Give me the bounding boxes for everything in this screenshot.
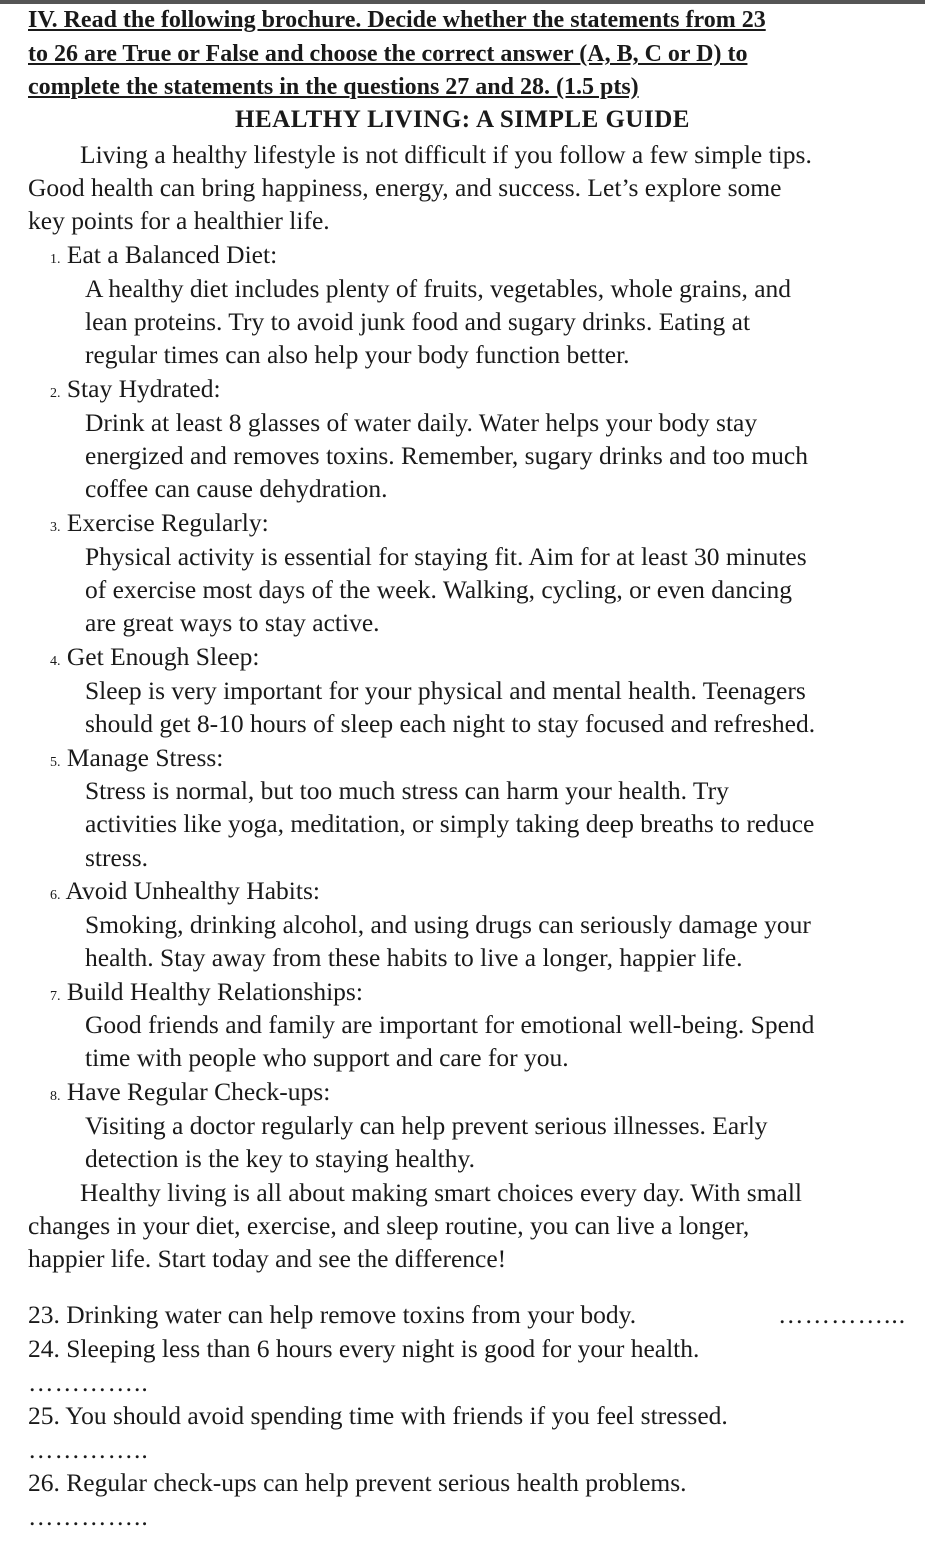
intro-line: Good health can bring happiness, energy, and success. Let’s explore some [28, 173, 782, 202]
section-title: Avoid Unhealthy Habits: [65, 876, 320, 905]
section-text: should get 8-10 hours of sleep each night to stay focused and refreshed. [85, 709, 816, 738]
section-text: Smoking, drinking alcohol, and using drugs can seriously damage your [85, 910, 811, 939]
instructions-line-1: IV. Read the following brochure. Decide whether the statements from 23 [28, 7, 766, 33]
section-text: A healthy diet includes plenty of fruits, vegetables, whole grains, and [85, 274, 792, 303]
section-title: Build Healthy Relationships: [66, 977, 363, 1006]
section-title: Manage Stress: [66, 743, 224, 772]
section-title: Stay Hydrated: [66, 374, 221, 403]
answer-blank-23[interactable]: …………... [778, 1300, 907, 1329]
section-text: Sleep is very important for your physical and mental health. Teenagers [85, 676, 806, 705]
question-26: 26. Regular check-ups can help prevent serious health problems. [28, 1468, 687, 1497]
section-text: detection is the key to staying healthy. [85, 1144, 475, 1173]
section-heading [50, 641, 260, 678]
section-heading [50, 976, 363, 1013]
answer-blank-24[interactable]: ………….. [28, 1368, 149, 1397]
section-text: coffee can cause dehydration. [85, 474, 388, 503]
conclusion-line: Healthy living is all about making smart choices every day. With small [80, 1178, 803, 1207]
intro-line: Living a healthy lifestyle is not difficult if you follow a few simple tips. [80, 140, 812, 169]
instructions-line-2: to 26 are True or False and choose the correct answer (A, B, C or D) to [28, 41, 748, 67]
section-text: Physical activity is essential for staying fit. Aim for at least 30 minutes [85, 542, 807, 571]
section-heading [50, 742, 223, 779]
section-heading [50, 875, 320, 912]
conclusion-line: changes in your diet, exercise, and sleep routine, you can live a longer, [28, 1211, 750, 1240]
section-text: of exercise most days of the week. Walking, cycling, or even dancing [85, 575, 793, 604]
section-text: activities like yoga, meditation, or simply taking deep breaths to reduce [85, 809, 815, 838]
intro-line: key points for a healthier life. [28, 206, 330, 235]
section-title: Eat a Balanced Diet: [66, 240, 278, 269]
section-heading [50, 507, 269, 544]
section-heading [50, 1076, 330, 1113]
section-number: 3. [50, 520, 61, 535]
section-title: Exercise Regularly: [66, 508, 269, 537]
section-text: health. Stay away from these habits to live a longer, happier life. [85, 943, 743, 972]
section-text: Good friends and family are important for emotional well-being. Spend [85, 1010, 815, 1039]
section-number: 2. [50, 386, 61, 401]
section-text: Drink at least 8 glasses of water daily. Water helps your body stay [85, 408, 758, 437]
section-number: 8. [50, 1089, 61, 1104]
question-23: 23. Drinking water can help remove toxins from your body. [28, 1300, 637, 1329]
conclusion-line: happier life. Start today and see the difference! [28, 1244, 507, 1273]
section-text: energized and removes toxins. Remember, sugary drinks and too much [85, 441, 808, 470]
section-text: Stress is normal, but too much stress can harm your health. Try [85, 776, 729, 805]
answer-blank-26[interactable]: ………….. [28, 1502, 149, 1531]
question-24: 24. Sleeping less than 6 hours every night is good for your health. [28, 1334, 700, 1363]
answer-blank-25[interactable]: ………….. [28, 1435, 149, 1464]
section-number: 4. [50, 654, 61, 669]
section-text: Visiting a doctor regularly can help prevent serious illnesses. Early [85, 1111, 768, 1140]
section-text: regular times can also help your body function better. [85, 340, 630, 369]
section-number: 5. [50, 755, 61, 770]
section-title: Get Enough Sleep: [66, 642, 260, 671]
section-text: time with people who support and care for you. [85, 1043, 569, 1072]
instructions-line-3: complete the statements in the questions 27 and 28. (1.5 pts) [28, 74, 639, 100]
section-title: Have Regular Check-ups: [66, 1077, 331, 1106]
section-number: 7. [50, 989, 61, 1004]
section-text: lean proteins. Try to avoid junk food and sugary drinks. Eating at [85, 307, 751, 336]
section-text: stress. [85, 843, 149, 872]
section-number: 1. [50, 252, 61, 267]
brochure-title: HEALTHY LIVING: A SIMPLE GUIDE [235, 106, 690, 133]
section-text: are great ways to stay active. [85, 608, 380, 637]
section-heading [50, 373, 221, 410]
section-number: 6. [50, 888, 61, 903]
question-25: 25. You should avoid spending time with friends if you feel stressed. [28, 1401, 728, 1430]
section-heading [50, 239, 277, 276]
